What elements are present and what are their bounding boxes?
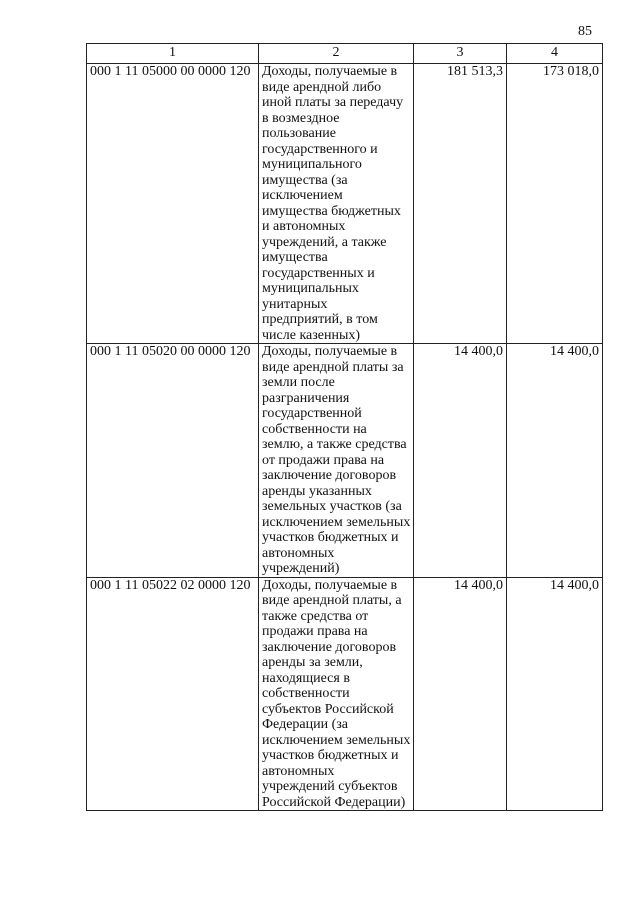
revenue-name-line: пользование: [262, 126, 336, 141]
revenue-name-line: иной платы за передачу: [262, 95, 404, 110]
revenue-name-line: исключением земельных: [262, 732, 411, 748]
revenue-name-line: автономных: [262, 545, 335, 561]
revenue-name-line: учреждений, а также: [262, 234, 387, 250]
revenue-name-line: виде арендной платы за: [262, 359, 404, 375]
table-header-row: [87, 44, 603, 64]
amount-col3-cell: 14 400,0: [414, 344, 507, 578]
amount-col4-cell: 14 400,0: [507, 577, 603, 811]
amount-col3-cell: 14 400,0: [414, 577, 507, 811]
revenue-name-line: учреждений субъектов: [262, 779, 398, 794]
revenue-name-cell: [259, 344, 414, 578]
revenue-name-line: виде арендной платы, а: [262, 593, 402, 608]
revenue-name-line: разграничения: [262, 390, 350, 406]
budget-table: [86, 43, 603, 811]
amount-col4-cell: 173 018,0: [507, 64, 603, 344]
revenue-name-line: исключением земельных: [262, 514, 411, 530]
revenue-name-line: виде арендной либо: [262, 79, 382, 95]
revenue-name-line: находящиеся в: [262, 670, 350, 686]
revenue-name-line: землю, а также средства: [262, 437, 407, 452]
revenue-name-line: имущества (за: [262, 172, 348, 188]
revenue-name-line: Доходы, получаемые в: [262, 577, 398, 593]
budget-code-cell: 000 1 11 05000 00 0000 120: [87, 64, 259, 344]
revenue-name-line: от продажи права на: [262, 452, 385, 468]
table-row: [87, 64, 603, 344]
revenue-name-line: государственного и: [262, 141, 378, 157]
revenue-name-line: продажи права на: [262, 624, 368, 639]
amount-col4-cell: 14 400,0: [507, 344, 603, 578]
budget-code-cell: 000 1 11 05022 02 0000 120: [87, 577, 259, 811]
revenue-name-line: учреждений): [262, 561, 340, 576]
revenue-name-line: предприятий, в том: [262, 312, 378, 327]
revenue-name-cell: [259, 577, 414, 811]
table-row: [87, 344, 603, 578]
revenue-name-line: автономных: [262, 763, 335, 779]
revenue-name-line: в возмездное: [262, 110, 340, 126]
column-header-4: 4: [507, 44, 603, 64]
revenue-name-line: Доходы, получаемые в: [262, 344, 398, 359]
page-number: 85: [578, 24, 592, 39]
revenue-name-line: заключение договоров: [262, 639, 397, 655]
column-header-2: 2: [259, 44, 414, 64]
revenue-name-line: и автономных: [262, 219, 346, 234]
revenue-name-line: исключением: [262, 188, 343, 203]
revenue-name-line: муниципального: [262, 157, 362, 172]
budget-code-cell: 000 1 11 05020 00 0000 120: [87, 344, 259, 578]
revenue-name-line: муниципальных: [262, 281, 359, 296]
table-body: [87, 64, 603, 811]
revenue-name-line: Федерации (за: [262, 717, 349, 732]
column-header-3: 3: [414, 44, 507, 64]
revenue-name-line: земельных участков (за: [262, 499, 402, 514]
column-header-1: 1: [87, 44, 259, 64]
revenue-name-line: субъектов Российской: [262, 701, 394, 717]
table-row: [87, 577, 603, 811]
revenue-name-line: заключение договоров: [262, 468, 397, 483]
revenue-name-line: числе казенных): [262, 327, 361, 343]
revenue-name-line: собственности на: [262, 421, 367, 437]
revenue-name-line: аренды за земли,: [262, 655, 363, 670]
revenue-name-line: участков бюджетных и: [262, 530, 399, 545]
revenue-name-cell: [259, 64, 414, 344]
revenue-name-line: Доходы, получаемые в: [262, 64, 398, 79]
revenue-name-line: государственных и: [262, 265, 375, 281]
revenue-name-line: также средства от: [262, 608, 369, 624]
revenue-name-line: земли после: [262, 375, 335, 390]
revenue-name-line: государственной: [262, 406, 362, 421]
revenue-name-line: имущества: [262, 250, 328, 265]
revenue-name-line: унитарных: [262, 296, 328, 312]
amount-col3-cell: 181 513,3: [414, 64, 507, 344]
revenue-name-line: Российской Федерации): [262, 794, 406, 810]
revenue-name-line: участков бюджетных и: [262, 748, 399, 763]
revenue-name-line: имущества бюджетных: [262, 203, 401, 219]
revenue-name-line: собственности: [262, 686, 350, 701]
revenue-name-line: аренды указанных: [262, 483, 372, 499]
